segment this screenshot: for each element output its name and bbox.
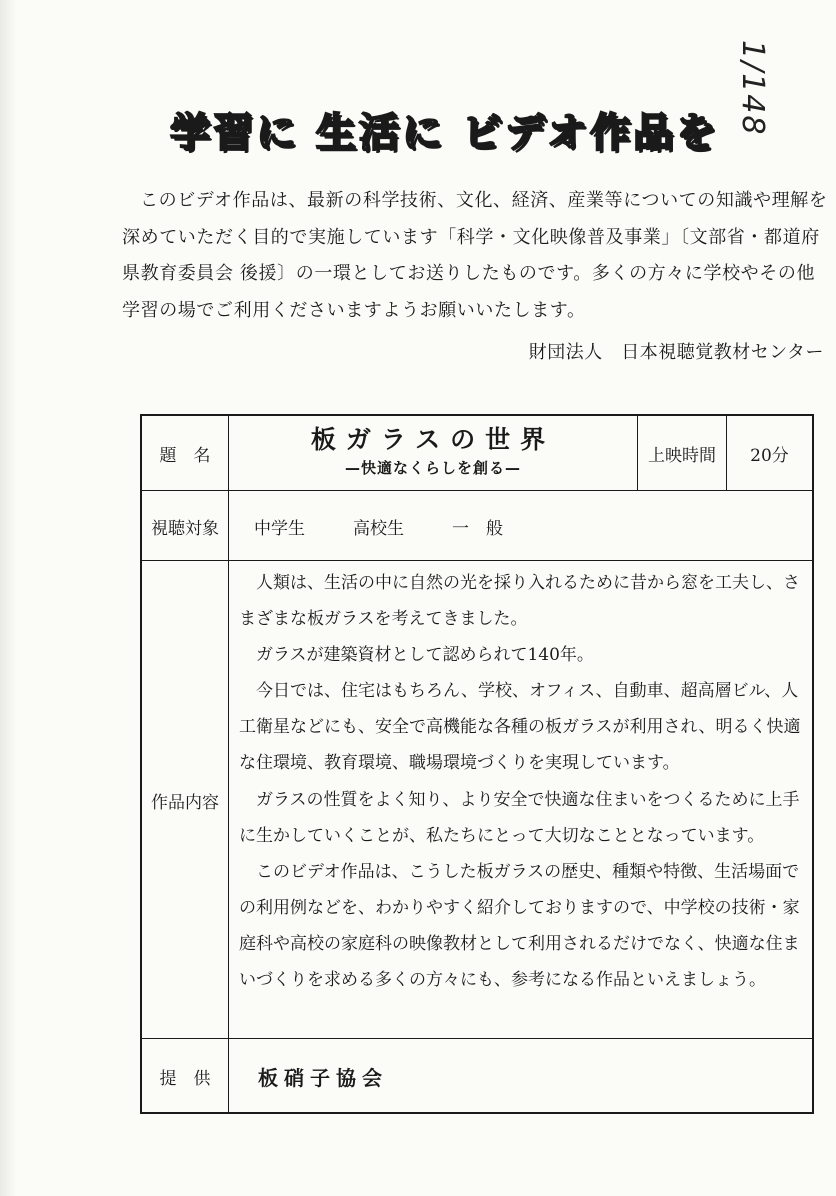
title-label: 題 名 xyxy=(142,416,229,490)
headline: 学習に 生活に ビデオ作品を xyxy=(170,110,720,156)
audience-item: 一 般 xyxy=(452,518,503,539)
audience-label: 視聴対象 xyxy=(142,491,229,561)
video-info-table xyxy=(140,414,814,1114)
content-paragraph: ガラスの性質をよく知り、より安全で快適な住まいをつくるために上手に生かしていくことが、私たちにとって大切なこととなっています。 xyxy=(239,789,800,846)
intro-text: このビデオ作品は、最新の科学技術、文化、経済、産業等についての知識や理解を深めていただく目的で実施しています「科学・文化映像普及事業」〔文部省・都道府県教育委員会 後援〕の一環としてお送りしたものです。多くの方々に学校やその他学習の場でご利用くださいますようお願いいたします。 xyxy=(122,190,828,321)
runtime-value: 20分 xyxy=(750,445,789,466)
content-paragraph: このビデオ作品は、こうした板ガラスの歴史、種類や特徴、生活場面での利用例などを、わかりやすく紹介しておりますので、中学校の技術・家庭科や高校の家庭科の映像教材として利用されるだけでなく、快適な住まいづくりを求める多くの方々にも、参考になる作品といえましょう。 xyxy=(239,861,800,991)
content-paragraph: ガラスが建築資材として認められて140年。 xyxy=(256,645,594,666)
audience-item: 高校生 xyxy=(353,518,404,539)
video-title: 板ガラスの世界 xyxy=(310,425,556,454)
content-text xyxy=(239,565,811,998)
runtime-label: 上映時間 xyxy=(638,416,727,490)
content-paragraph: 今日では、住宅はもちろん、学校、オフィス、自動車、超高層ビル、人工衛星などにも、安全で高機能な各種の板ガラスが利用され、明るく快適な住環境、教育環境、職場環境づくりを実現しています。 xyxy=(239,681,801,774)
title-cell xyxy=(229,416,638,490)
page-edge xyxy=(0,0,16,1196)
audience-item: 中学生 xyxy=(254,518,305,539)
audience-values xyxy=(254,491,551,561)
video-subtitle: —快適なくらしを創る— xyxy=(344,459,521,477)
intro-paragraph xyxy=(122,183,832,329)
provider-row xyxy=(142,1038,812,1113)
provider-name: 板硝子協会 xyxy=(258,1065,388,1090)
content-row xyxy=(142,560,812,1039)
content-label: 作品内容 xyxy=(142,561,229,1039)
content-paragraph: 人類は、生活の中に自然の光を採り入れるために昔から窓を工夫し、さまざまな板ガラスを考えてきました。 xyxy=(239,573,800,630)
provider-label: 提 供 xyxy=(142,1039,229,1113)
handwritten-annotation: 1/148 xyxy=(735,40,770,137)
audience-row xyxy=(142,490,812,561)
organization-name: 財団法人 日本視聴覚教材センター xyxy=(528,342,824,363)
title-row xyxy=(142,416,812,490)
